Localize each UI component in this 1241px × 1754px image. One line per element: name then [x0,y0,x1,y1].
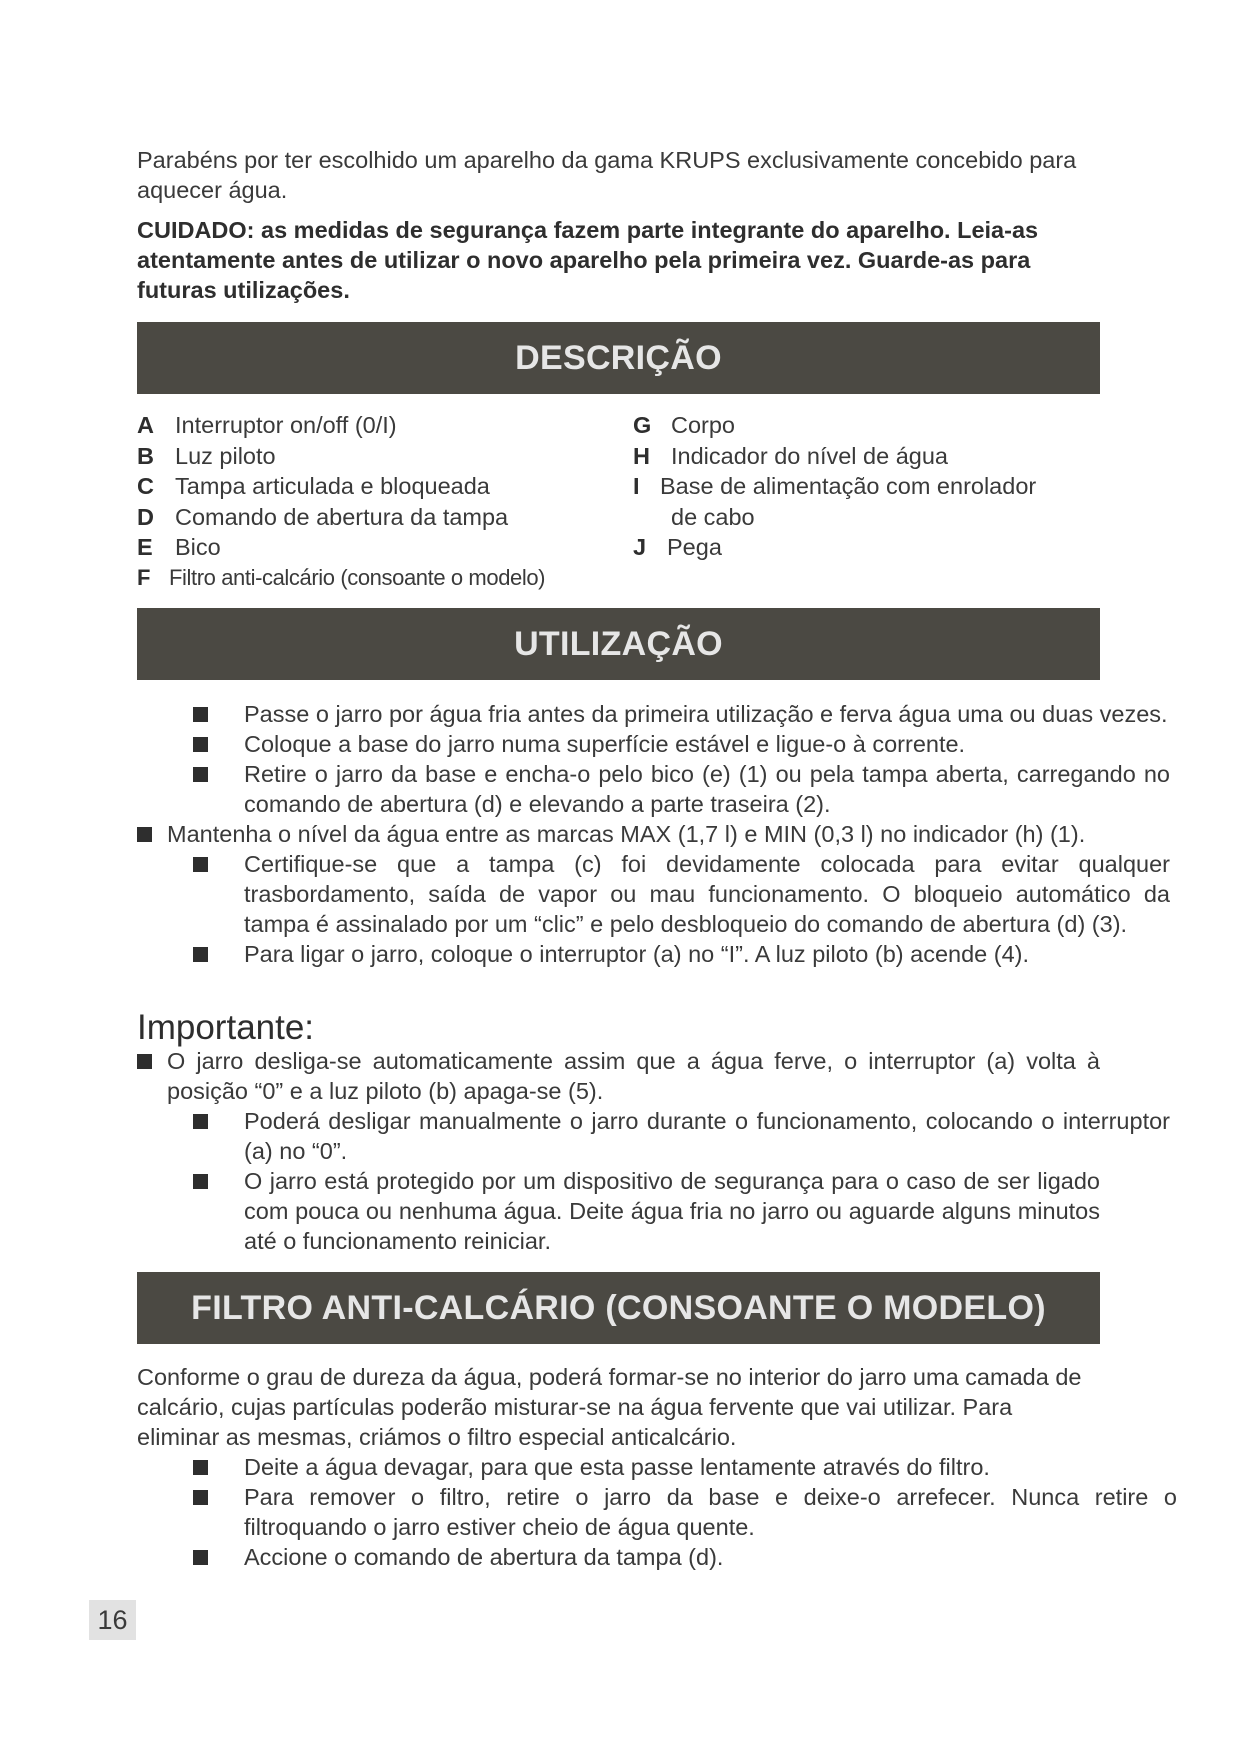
part-key: A [137,412,154,438]
part-label: Indicador do nível de água [671,442,948,469]
list-item: Passe o jarro por água fria antes da primeira utilização e ferva água uma ou duas vezes. [167,699,1170,729]
part-item [137,410,545,441]
section-header-descricao: DESCRIÇÃO [137,322,1100,394]
part-item [137,532,545,563]
importante-list [137,1046,1170,1256]
square-bullet-icon [193,737,208,752]
list-item: Mantenha o nível da água entre as marcas MAX (1,7 l) e MIN (0,3 l) no indicador (h) (1). [137,819,1170,849]
filtro-list [137,1452,1177,1572]
part-label: Comando de abertura da tampa [175,503,509,530]
part-key: J [633,534,647,560]
intro-paragraph: Parabéns por ter escolhido um aparelho da gama KRUPS exclusivamente concebido para aquecer água. [137,147,1077,203]
filtro-intro: Conforme o grau de dureza da água, poderá formar-se no interior do jarro uma camada de calcário, cujas partículas poderão misturar-se na água fervente que vai utilizar. Para eliminar as mesmas, criámos o filtro especial anticalcário. [137,1364,1082,1450]
part-label: Pega [667,534,722,560]
part-item [633,471,1036,502]
list-item: Poderá desligar manualmente o jarro durante o funcionamento, colocando o interruptor (a) no “0”. [167,1106,1170,1166]
part-item [633,441,1036,472]
part-label: Filtro anti-calcário (consoante o modelo) [169,564,546,590]
part-key: D [137,503,154,530]
part-key: F [137,564,151,590]
square-bullet-icon [193,707,208,722]
part-item [137,471,545,502]
part-item [633,532,1036,563]
part-item [137,441,545,472]
parts-list-right [633,410,1036,563]
list-item: O jarro está protegido por um dispositivo de segurança para o caso de ser ligado com pouca ou nenhuma água. Deite água fria no jarro ou aguarde alguns minutos até o funcionamento reiniciar. [167,1166,1170,1256]
importante-heading: Importante: [137,1008,315,1047]
list-item: O jarro desliga-se automaticamente assim que a água ferve, o interruptor (a) volta à posição “0” e a luz piloto (b) apaga-se (5). [137,1046,1170,1106]
list-item: Para ligar o jarro, coloque o interruptor (a) no “I”. A luz piloto (b) acende (4). [167,939,1170,969]
square-bullet-icon [137,827,152,842]
square-bullet-icon [193,1460,208,1475]
part-label: Luz piloto [175,442,276,469]
part-key: G [633,412,652,438]
list-item: Coloque a base do jarro numa superfície estável e ligue-o à corrente. [167,729,1170,759]
part-key: B [137,442,154,469]
list-item: Para remover o filtro, retire o jarro da base e deixe-o arrefecer. Nunca retire o filtroquando o jarro estiver cheio de água quente. [167,1482,1177,1542]
part-item [633,410,1036,441]
list-item: Retire o jarro da base e encha-o pelo bico (e) (1) ou pela tampa aberta, carregando no comando de abertura (d) e elevando a parte traseira (2). [167,759,1170,819]
part-item-continuation [633,502,1036,533]
list-item: Deite a água devagar, para que esta passe lentamente através do filtro. [167,1452,1177,1482]
list-item: Certifique-se que a tampa (c) foi devidamente colocada para evitar qualquer trasbordamento, saída de vapor ou mau funcionamento. O bloqueio automático da tampa é assinalado por um “clic” e pelo desbloqueio do comando de abertura (d) (3). [167,849,1170,939]
page-number: 16 [89,1600,136,1640]
square-bullet-icon [193,1174,208,1189]
part-label: Interruptor on/off (0/I) [175,412,397,438]
section-header-filtro: FILTRO ANTI-CALCÁRIO (CONSOANTE O MODELO) [137,1272,1100,1344]
square-bullet-icon [193,767,208,782]
parts-list-left [137,410,545,593]
square-bullet-icon [193,1490,208,1505]
part-key: I [633,473,640,499]
part-key: C [137,473,154,499]
section-header-utilizacao: UTILIZAÇÃO [137,608,1100,680]
part-label: Corpo [671,412,736,438]
part-item [137,563,545,594]
square-bullet-icon [193,857,208,872]
part-label: Base de alimentação com enrolador [660,473,1037,499]
safety-warning: CUIDADO: as medidas de segurança fazem parte integrante do aparelho. Leia-as atentamente antes de utilizar o novo aparelho pela primeira vez. Guarde-as para futuras utilizações. [137,217,1039,303]
square-bullet-icon [193,1114,208,1129]
square-bullet-icon [193,947,208,962]
square-bullet-icon [137,1054,152,1069]
part-key: H [633,442,650,469]
utilizacao-list [137,699,1170,969]
part-label: Bico [175,534,221,560]
part-item [137,502,545,533]
square-bullet-icon [193,1550,208,1565]
part-key: E [137,534,153,560]
list-item: Accione o comando de abertura da tampa (d). [167,1542,1177,1572]
part-label: Tampa articulada e bloqueada [175,473,490,499]
part-label: de cabo [671,503,755,530]
